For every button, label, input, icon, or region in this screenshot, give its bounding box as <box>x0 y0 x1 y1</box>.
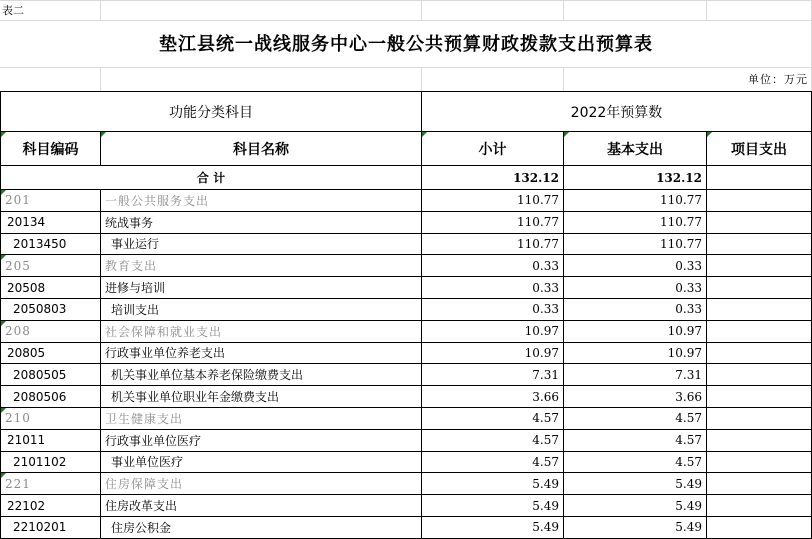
project-cell[interactable] <box>707 386 812 408</box>
project-cell[interactable] <box>707 233 812 255</box>
subtotal-cell[interactable] <box>422 516 564 538</box>
basic-text: 5.49 <box>675 520 702 535</box>
cell-marker-icon <box>422 132 427 137</box>
name-text: 一般公共服务支出 <box>105 193 210 208</box>
basic-text: 4.57 <box>675 433 702 448</box>
subtotal-cell[interactable] <box>422 233 564 255</box>
basic-cell[interactable] <box>564 386 707 408</box>
total-subtotal-cell[interactable] <box>422 166 564 190</box>
cell-marker-icon <box>1 255 6 260</box>
basic-cell[interactable] <box>564 407 707 429</box>
subtotal-cell[interactable] <box>422 277 564 299</box>
gridline <box>100 0 101 20</box>
table-row <box>1 342 812 364</box>
basic-cell[interactable] <box>564 342 707 364</box>
subtotal-text: 5.49 <box>532 498 559 513</box>
name-cell[interactable] <box>101 255 422 277</box>
code-cell[interactable] <box>1 364 101 386</box>
code-cell[interactable] <box>1 320 101 342</box>
name-text: 机关事业单位职业年金缴费支出 <box>111 390 280 405</box>
code-cell[interactable] <box>1 495 101 517</box>
name-text: 事业运行 <box>111 237 160 252</box>
name-cell[interactable] <box>101 277 422 299</box>
name-cell[interactable] <box>101 407 422 429</box>
code-text: 20134 <box>7 215 46 230</box>
name-text: 进修与培训 <box>105 281 166 296</box>
project-header[interactable] <box>707 132 812 166</box>
table-row <box>1 429 812 451</box>
basic-header-label: 基本支出 <box>607 141 663 158</box>
project-cell[interactable] <box>707 342 812 364</box>
subtotal-cell[interactable] <box>422 407 564 429</box>
code-cell[interactable] <box>1 298 101 320</box>
subtotal-text: 10.97 <box>524 345 559 360</box>
basic-text: 10.97 <box>667 345 702 360</box>
code-text: 2013450 <box>13 236 67 251</box>
basic-text: 0.33 <box>675 258 702 273</box>
code-cell[interactable] <box>1 233 101 255</box>
table-row <box>1 364 812 386</box>
subtotal-cell[interactable] <box>422 451 564 473</box>
total-basic-cell[interactable] <box>564 166 707 190</box>
budget-table <box>0 91 812 539</box>
gridline <box>100 67 101 91</box>
code-cell[interactable] <box>1 342 101 364</box>
code-cell[interactable] <box>1 211 101 233</box>
cell-marker-icon <box>1 473 6 478</box>
sheet-label: 表二 <box>2 4 24 17</box>
name-cell[interactable] <box>101 429 422 451</box>
code-text: 205 <box>5 258 31 273</box>
code-header[interactable] <box>1 132 101 166</box>
code-text: 210 <box>5 411 31 426</box>
name-cell[interactable] <box>101 473 422 495</box>
name-text: 住房改革支出 <box>105 499 178 514</box>
name-cell[interactable] <box>101 364 422 386</box>
project-cell[interactable] <box>707 407 812 429</box>
code-text: 21011 <box>7 433 46 448</box>
name-text: 事业单位医疗 <box>111 455 184 470</box>
basic-text: 0.33 <box>675 302 702 317</box>
code-text: 20805 <box>7 345 46 360</box>
code-cell[interactable] <box>1 451 101 473</box>
basic-cell[interactable] <box>564 364 707 386</box>
subtotal-text: 0.33 <box>532 280 559 295</box>
name-cell[interactable] <box>101 451 422 473</box>
subtotal-header-label: 小计 <box>478 141 507 158</box>
table-row <box>1 298 812 320</box>
subtotal-cell[interactable] <box>422 211 564 233</box>
cell-marker-icon <box>707 132 712 137</box>
basic-text: 4.57 <box>675 454 702 469</box>
subtotal-text: 4.57 <box>532 433 559 448</box>
code-text: 2101102 <box>13 454 67 469</box>
name-cell[interactable] <box>101 516 422 538</box>
basic-cell[interactable] <box>564 233 707 255</box>
subtotal-text: 10.97 <box>524 324 559 339</box>
code-text: 201 <box>5 193 31 208</box>
table-row <box>1 451 812 473</box>
table-row <box>1 516 812 538</box>
subtotal-cell[interactable] <box>422 386 564 408</box>
basic-cell[interactable] <box>564 190 707 212</box>
subtotal-text: 110.77 <box>517 193 559 208</box>
unit-label: 单位：万元 <box>748 73 808 86</box>
total-row <box>1 166 812 190</box>
basic-cell[interactable] <box>564 320 707 342</box>
code-cell[interactable] <box>1 473 101 495</box>
project-cell[interactable] <box>707 298 812 320</box>
header-row-1 <box>1 92 812 132</box>
subtotal-cell[interactable] <box>422 255 564 277</box>
project-cell[interactable] <box>707 190 812 212</box>
subtotal-text: 0.33 <box>532 302 559 317</box>
name-cell[interactable] <box>101 386 422 408</box>
func-category-header[interactable] <box>1 92 422 132</box>
func-category-label: 功能分类科目 <box>169 104 253 121</box>
total-basic: 132.12 <box>656 170 702 185</box>
basic-cell[interactable] <box>564 298 707 320</box>
gridline <box>563 67 564 91</box>
table-title: 垫江县统一战线服务中心一般公共预算财政拨款支出预算表 <box>159 34 653 55</box>
basic-text: 0.33 <box>675 280 702 295</box>
code-cell[interactable] <box>1 516 101 538</box>
code-text: 221 <box>5 476 31 491</box>
gridline <box>706 0 707 20</box>
cell-marker-icon <box>564 132 569 137</box>
table-row <box>1 320 812 342</box>
project-header-label: 项目支出 <box>731 141 787 158</box>
code-cell[interactable] <box>1 386 101 408</box>
subtotal-cell[interactable] <box>422 429 564 451</box>
table-row <box>1 255 812 277</box>
basic-cell[interactable] <box>564 429 707 451</box>
name-cell[interactable] <box>101 342 422 364</box>
cell-marker-icon <box>1 190 6 195</box>
basic-cell[interactable] <box>564 451 707 473</box>
table-row <box>1 190 812 212</box>
project-cell[interactable] <box>707 495 812 517</box>
cell-marker-icon <box>1 321 6 326</box>
subtotal-text: 4.57 <box>532 411 559 426</box>
project-cell[interactable] <box>707 516 812 538</box>
subtotal-header[interactable] <box>422 132 564 166</box>
basic-cell[interactable] <box>564 255 707 277</box>
table-row <box>1 233 812 255</box>
subtotal-text: 5.49 <box>532 520 559 535</box>
subtotal-text: 3.66 <box>532 389 559 404</box>
basic-text: 4.57 <box>675 411 702 426</box>
subtotal-text: 110.77 <box>517 215 559 230</box>
basic-cell[interactable] <box>564 473 707 495</box>
project-cell[interactable] <box>707 320 812 342</box>
table-row <box>1 211 812 233</box>
project-cell[interactable] <box>707 451 812 473</box>
table-row <box>1 495 812 517</box>
subtotal-text: 5.49 <box>532 476 559 491</box>
basic-text: 10.97 <box>667 324 702 339</box>
project-cell[interactable] <box>707 429 812 451</box>
code-text: 2050803 <box>13 302 67 317</box>
gridline <box>563 0 564 20</box>
name-cell[interactable] <box>101 298 422 320</box>
total-label-cell[interactable] <box>1 166 422 190</box>
gridline <box>421 0 422 20</box>
code-text: 20508 <box>7 280 46 295</box>
name-text: 住房保障支出 <box>105 477 184 492</box>
name-text: 住房公积金 <box>111 520 172 535</box>
basic-text: 5.49 <box>675 498 702 513</box>
name-cell[interactable] <box>101 190 422 212</box>
basic-text: 3.66 <box>675 389 702 404</box>
table-row <box>1 407 812 429</box>
code-cell[interactable] <box>1 277 101 299</box>
budget-year-header[interactable] <box>422 92 812 132</box>
name-text: 统战事务 <box>105 215 154 230</box>
header-row-2 <box>1 132 812 166</box>
code-text: 208 <box>5 324 31 339</box>
subtotal-cell[interactable] <box>422 364 564 386</box>
subtotal-text: 7.31 <box>532 367 559 382</box>
subtotal-text: 4.57 <box>532 454 559 469</box>
total-label: 合 计 <box>196 171 226 185</box>
project-cell[interactable] <box>707 364 812 386</box>
project-cell[interactable] <box>707 211 812 233</box>
subtotal-text: 110.77 <box>517 236 559 251</box>
name-text: 行政事业单位养老支出 <box>105 346 226 361</box>
project-cell[interactable] <box>707 255 812 277</box>
project-cell[interactable] <box>707 277 812 299</box>
basic-cell[interactable] <box>564 277 707 299</box>
project-cell[interactable] <box>707 473 812 495</box>
name-text: 教育支出 <box>105 259 158 274</box>
budget-year-label: 2022年预算数 <box>570 104 663 121</box>
cell-marker-icon <box>1 408 6 413</box>
table-row <box>1 386 812 408</box>
subtotal-cell[interactable] <box>422 190 564 212</box>
name-header[interactable] <box>101 132 422 166</box>
code-text: 2210201 <box>13 520 67 535</box>
basic-cell[interactable] <box>564 495 707 517</box>
name-cell[interactable] <box>101 211 422 233</box>
table-row <box>1 277 812 299</box>
table-row <box>1 473 812 495</box>
subtotal-cell[interactable] <box>422 342 564 364</box>
cell-marker-icon <box>101 132 106 137</box>
name-cell[interactable] <box>101 233 422 255</box>
subtotal-cell[interactable] <box>422 495 564 517</box>
total-project-cell[interactable] <box>707 166 812 190</box>
name-cell[interactable] <box>101 320 422 342</box>
code-cell[interactable] <box>1 190 101 212</box>
code-text: 2080506 <box>13 389 67 404</box>
subtotal-cell[interactable] <box>422 298 564 320</box>
name-text: 社会保障和就业支出 <box>105 324 223 339</box>
basic-cell[interactable] <box>564 516 707 538</box>
gridline <box>0 20 812 21</box>
subtotal-cell[interactable] <box>422 473 564 495</box>
basic-text: 110.77 <box>660 193 702 208</box>
subtotal-text: 0.33 <box>532 258 559 273</box>
name-text: 卫生健康支出 <box>105 411 184 426</box>
gridline <box>0 0 812 1</box>
basic-text: 110.77 <box>660 215 702 230</box>
basic-text: 7.31 <box>675 367 702 382</box>
code-cell[interactable] <box>1 407 101 429</box>
code-cell[interactable] <box>1 429 101 451</box>
code-cell[interactable] <box>1 255 101 277</box>
total-subtotal: 132.12 <box>513 170 559 185</box>
basic-text: 110.77 <box>660 236 702 251</box>
subtotal-cell[interactable] <box>422 320 564 342</box>
cell-marker-icon <box>1 132 6 137</box>
gridline <box>0 67 812 68</box>
name-text: 机关事业单位基本养老保险缴费支出 <box>111 368 304 383</box>
basic-header[interactable] <box>564 132 707 166</box>
name-cell[interactable] <box>101 495 422 517</box>
code-text: 22102 <box>7 498 46 513</box>
name-header-label: 科目名称 <box>233 141 289 158</box>
name-text: 培训支出 <box>111 302 160 317</box>
basic-text: 5.49 <box>675 476 702 491</box>
name-text: 行政事业单位医疗 <box>105 433 202 448</box>
code-header-label: 科目编码 <box>22 141 79 158</box>
gridline <box>421 67 422 91</box>
basic-cell[interactable] <box>564 211 707 233</box>
code-text: 2080505 <box>13 367 67 382</box>
